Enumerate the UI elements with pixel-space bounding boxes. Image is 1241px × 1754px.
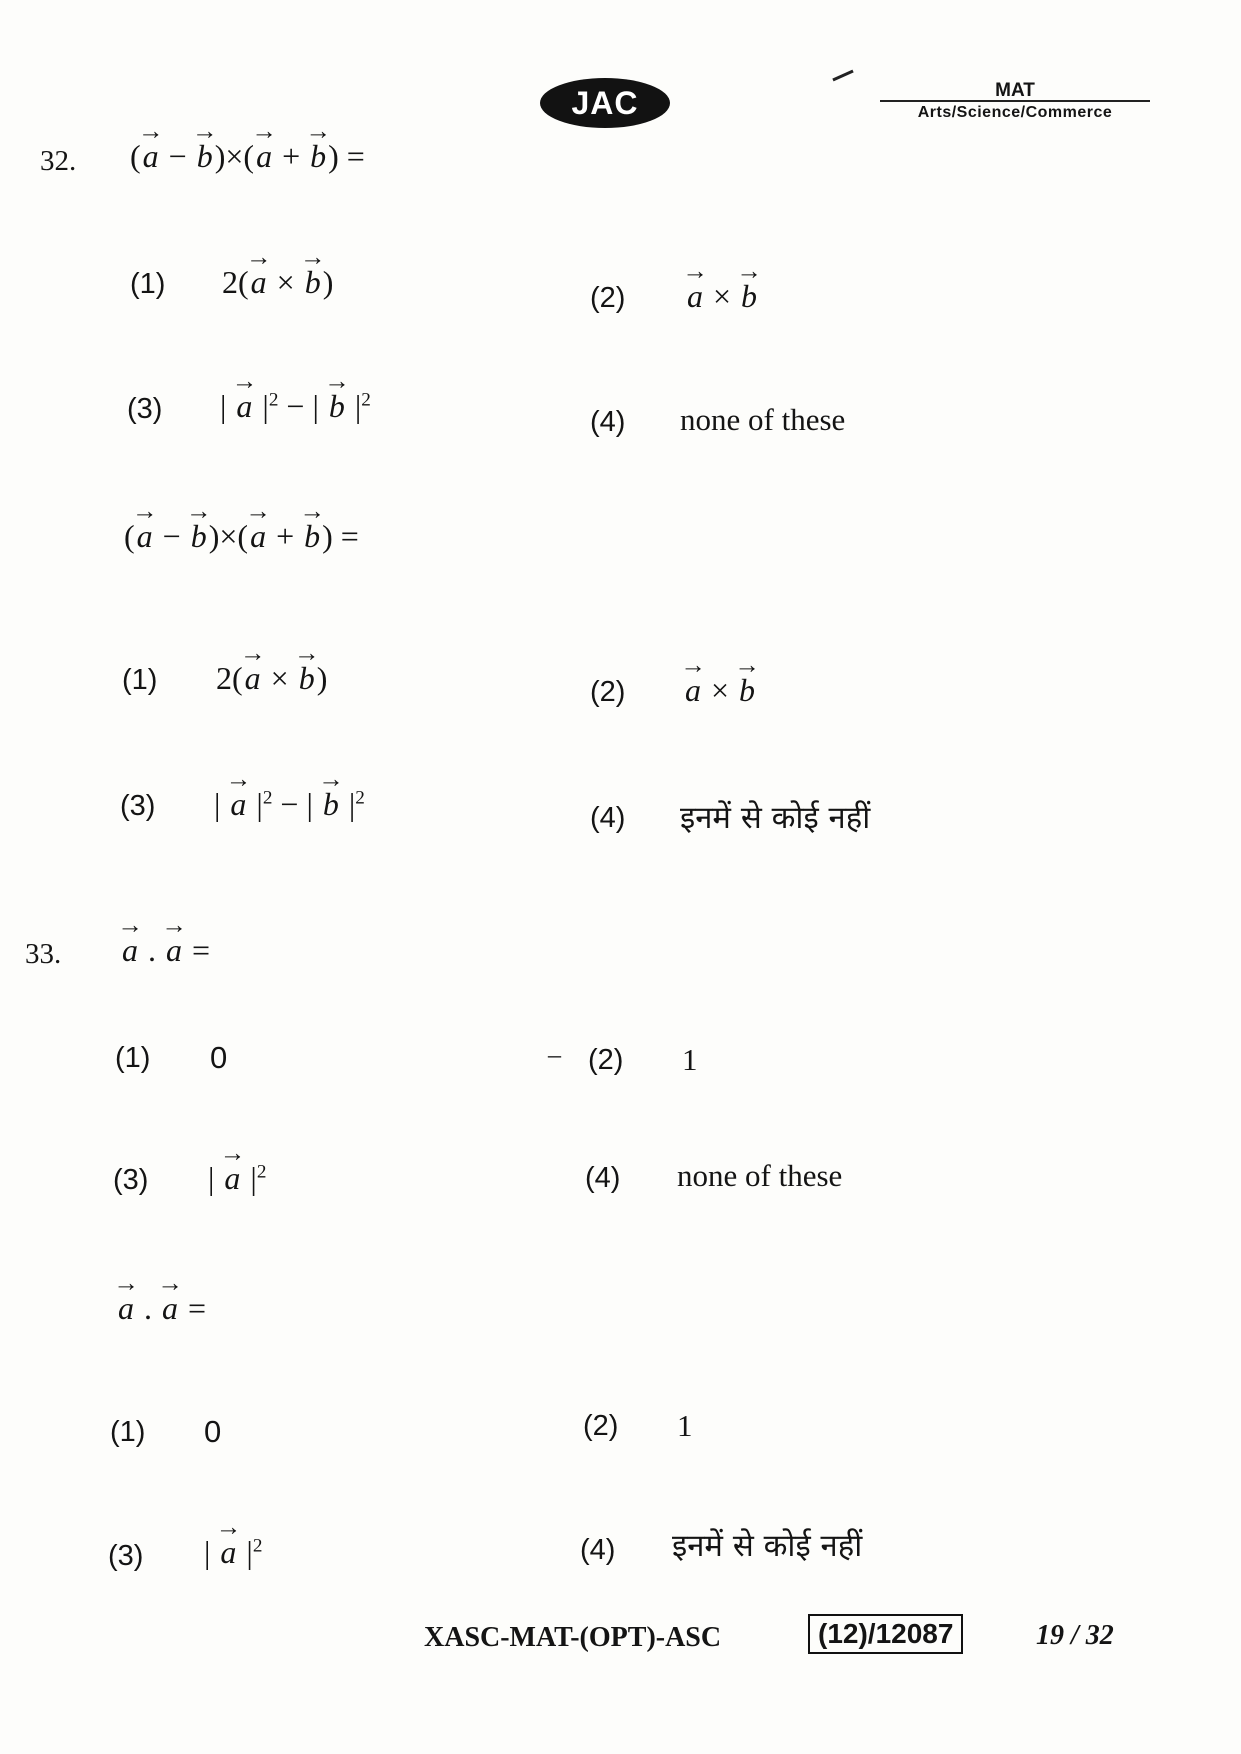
q32-en-option-3-number: (3) bbox=[127, 393, 163, 425]
q33-hi-option-1-number: (1) bbox=[110, 1416, 146, 1448]
q32-en-option-1-text: 2(→ a × → b) bbox=[222, 264, 333, 301]
q32-hi-option-1-text: 2(→ a × → b) bbox=[216, 660, 327, 697]
q32-en-option-4-text: none of these bbox=[680, 402, 846, 437]
q32-hi-option-4-text: इनमें से कोई नहीं bbox=[680, 800, 871, 836]
subject-header bbox=[880, 82, 1150, 122]
q33-hi-option-3-text: | → a $|^2$ bbox=[204, 1534, 262, 1571]
q32-hi-option-4-number: (4) bbox=[590, 802, 626, 834]
q32-en-option-3-text: | → a $|^2$ − | → b $|^2$ bbox=[220, 388, 371, 425]
q32-en-stem: (→ a − → b)×(→ a + → b) = bbox=[130, 138, 365, 175]
paper-code: XASC-MAT-(OPT)-ASC bbox=[424, 1622, 722, 1653]
question-number-33: 33. bbox=[25, 938, 62, 970]
q33-en-option-2-number: (2) bbox=[588, 1044, 624, 1076]
question-number-32: 32. bbox=[40, 145, 77, 177]
q33-hi-option-3-number: (3) bbox=[108, 1540, 144, 1572]
subject-streams: Arts/Science/Commerce bbox=[917, 104, 1113, 121]
q33-en-option-3-text: | → a $|^2$ bbox=[208, 1160, 266, 1197]
q32-hi-option-2-text: → a × → b bbox=[683, 672, 757, 709]
jac-logo-badge: JAC bbox=[540, 78, 670, 128]
q33-en-option-4-number: (4) bbox=[585, 1162, 621, 1194]
q32-hi-option-3-text: | → a $|^2$ − | → b $|^2$ bbox=[214, 786, 365, 823]
q33-hi-stem: → a . → a = bbox=[116, 1290, 206, 1327]
q32-en-option-1-number: (1) bbox=[130, 268, 166, 300]
q32-en-option-4-number: (4) bbox=[590, 406, 626, 438]
q32-hi-option-3-number: (3) bbox=[120, 790, 156, 822]
q32-en-option-2-text: → a × → b bbox=[685, 278, 759, 315]
q33-hi-option-1-text: 0 bbox=[204, 1414, 222, 1449]
q33-en-option-1-text: 0 bbox=[210, 1040, 228, 1075]
q32-hi-option-2-number: (2) bbox=[590, 676, 626, 708]
q33-en-stem: → a . → a = bbox=[120, 932, 210, 969]
page-number: 19 / 32 bbox=[1036, 1620, 1114, 1651]
q33-hi-option-2-number: (2) bbox=[583, 1410, 619, 1442]
q33-en-option-1-number: (1) bbox=[115, 1042, 151, 1074]
q33-en-option-4-text: none of these bbox=[677, 1158, 843, 1193]
paper-set-box: (12)/12087 bbox=[808, 1614, 963, 1654]
pen-dash-mark: – bbox=[548, 1040, 561, 1069]
q32-hi-option-1-number: (1) bbox=[122, 664, 158, 696]
q33-en-option-2-text: 1 bbox=[682, 1042, 698, 1077]
pen-tick-mark bbox=[832, 70, 853, 82]
q33-en-option-3-number: (3) bbox=[113, 1164, 149, 1196]
q33-hi-option-4-text: इनमें से कोई नहीं bbox=[672, 1528, 863, 1564]
q32-en-option-2-number: (2) bbox=[590, 282, 626, 314]
subject-title: MAT bbox=[880, 82, 1150, 102]
q32-hi-stem: (→ a − → b)×(→ a + → b) = bbox=[124, 518, 359, 555]
q33-hi-option-4-number: (4) bbox=[580, 1534, 616, 1566]
q33-hi-option-2-text: 1 bbox=[677, 1408, 693, 1443]
